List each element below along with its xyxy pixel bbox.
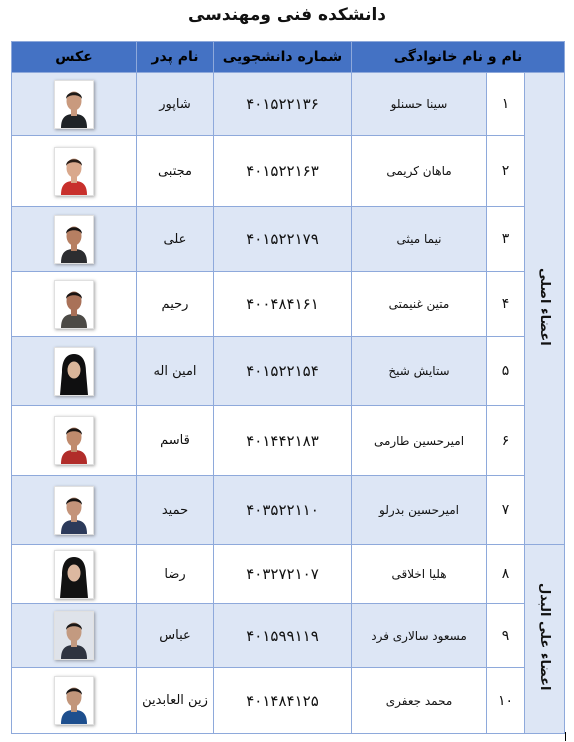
group-alternate-members [525, 545, 565, 734]
student-id: ۴۰۳۵۲۲۱۱۰ [214, 476, 352, 545]
portrait-photo [54, 486, 94, 535]
portrait-photo [54, 280, 94, 329]
father-name: امین اله [137, 337, 214, 406]
table-row [12, 406, 565, 476]
row-number: ۵ [487, 337, 525, 406]
member-name: متین غنیمتی [352, 272, 487, 337]
father-name: شاپور [137, 73, 214, 136]
text-cursor [565, 732, 566, 741]
photo-cell [12, 668, 137, 734]
row-number: ۱۰ [487, 668, 525, 734]
member-name: سینا حسنلو [352, 73, 487, 136]
father-name: علی [137, 207, 214, 272]
member-name: ماهان کریمی [352, 136, 487, 207]
row-number: ۴ [487, 272, 525, 337]
group-label: اعضاء اصلی [537, 267, 553, 346]
member-name: نیما میثی [352, 207, 487, 272]
members-table [11, 41, 565, 734]
member-name: امیرحسین بدرلو [352, 476, 487, 545]
group-label: اعضاء علی البدل [537, 583, 553, 691]
member-name: محمد جعفری [352, 668, 487, 734]
table-row [12, 668, 565, 734]
father-name: زین العابدین [137, 668, 214, 734]
table-row [12, 545, 565, 604]
portrait-photo [54, 347, 94, 396]
photo-cell [12, 272, 137, 337]
photo-cell [12, 136, 137, 207]
photo-cell [12, 476, 137, 545]
student-id: ۴۰۱۴۴۲۱۸۳ [214, 406, 352, 476]
member-name: هلیا اخلاقی [352, 545, 487, 604]
header-student-id: شماره دانشجویی [214, 42, 352, 73]
student-id: ۴۰۱۵۲۲۱۷۹ [214, 207, 352, 272]
father-name: مجتبی [137, 136, 214, 207]
portrait-photo [54, 215, 94, 264]
row-number: ۹ [487, 604, 525, 668]
header-name: نام و نام خانوادگی [352, 42, 565, 73]
table-row [12, 337, 565, 406]
row-number: ۷ [487, 476, 525, 545]
header-photo: عکس [12, 42, 137, 73]
member-name: مسعود سالاری فرد [352, 604, 487, 668]
student-id: ۴۰۱۴۸۴۱۲۵ [214, 668, 352, 734]
table-row [12, 207, 565, 272]
photo-cell [12, 73, 137, 136]
student-id: ۴۰۱۵۲۲۱۳۶ [214, 73, 352, 136]
page-title: دانشکده فنی ومهندسی [187, 5, 387, 25]
row-number: ۲ [487, 136, 525, 207]
row-number: ۸ [487, 545, 525, 604]
portrait-photo [54, 550, 94, 599]
row-number: ۶ [487, 406, 525, 476]
father-name: عباس [137, 604, 214, 668]
row-number: ۱ [487, 73, 525, 136]
photo-cell [12, 604, 137, 668]
student-id: ۴۰۳۲۷۲۱۰۷ [214, 545, 352, 604]
photo-cell [12, 207, 137, 272]
member-name: امیرحسین طارمی [352, 406, 487, 476]
father-name: رحیم [137, 272, 214, 337]
header-row [12, 42, 565, 73]
table-row [12, 73, 565, 136]
table-row [12, 604, 565, 668]
photo-cell [12, 337, 137, 406]
photo-cell [12, 406, 137, 476]
table-row [12, 272, 565, 337]
group-main-members [525, 73, 565, 545]
portrait-photo [54, 611, 94, 660]
student-id: ۴۰۱۵۲۲۱۵۴ [214, 337, 352, 406]
father-name: رضا [137, 545, 214, 604]
member-name: ستایش شیخ [352, 337, 487, 406]
portrait-photo [54, 416, 94, 465]
photo-cell [12, 545, 137, 604]
father-name: قاسم [137, 406, 214, 476]
portrait-photo [54, 147, 94, 196]
portrait-photo [54, 80, 94, 129]
portrait-photo [54, 676, 94, 725]
table-row [12, 136, 565, 207]
header-father: نام پدر [137, 42, 214, 73]
row-number: ۳ [487, 207, 525, 272]
student-id: ۴۰۰۴۸۴۱۶۱ [214, 272, 352, 337]
student-id: ۴۰۱۵۹۹۱۱۹ [214, 604, 352, 668]
student-id: ۴۰۱۵۲۲۱۶۳ [214, 136, 352, 207]
table-row [12, 476, 565, 545]
father-name: حمید [137, 476, 214, 545]
